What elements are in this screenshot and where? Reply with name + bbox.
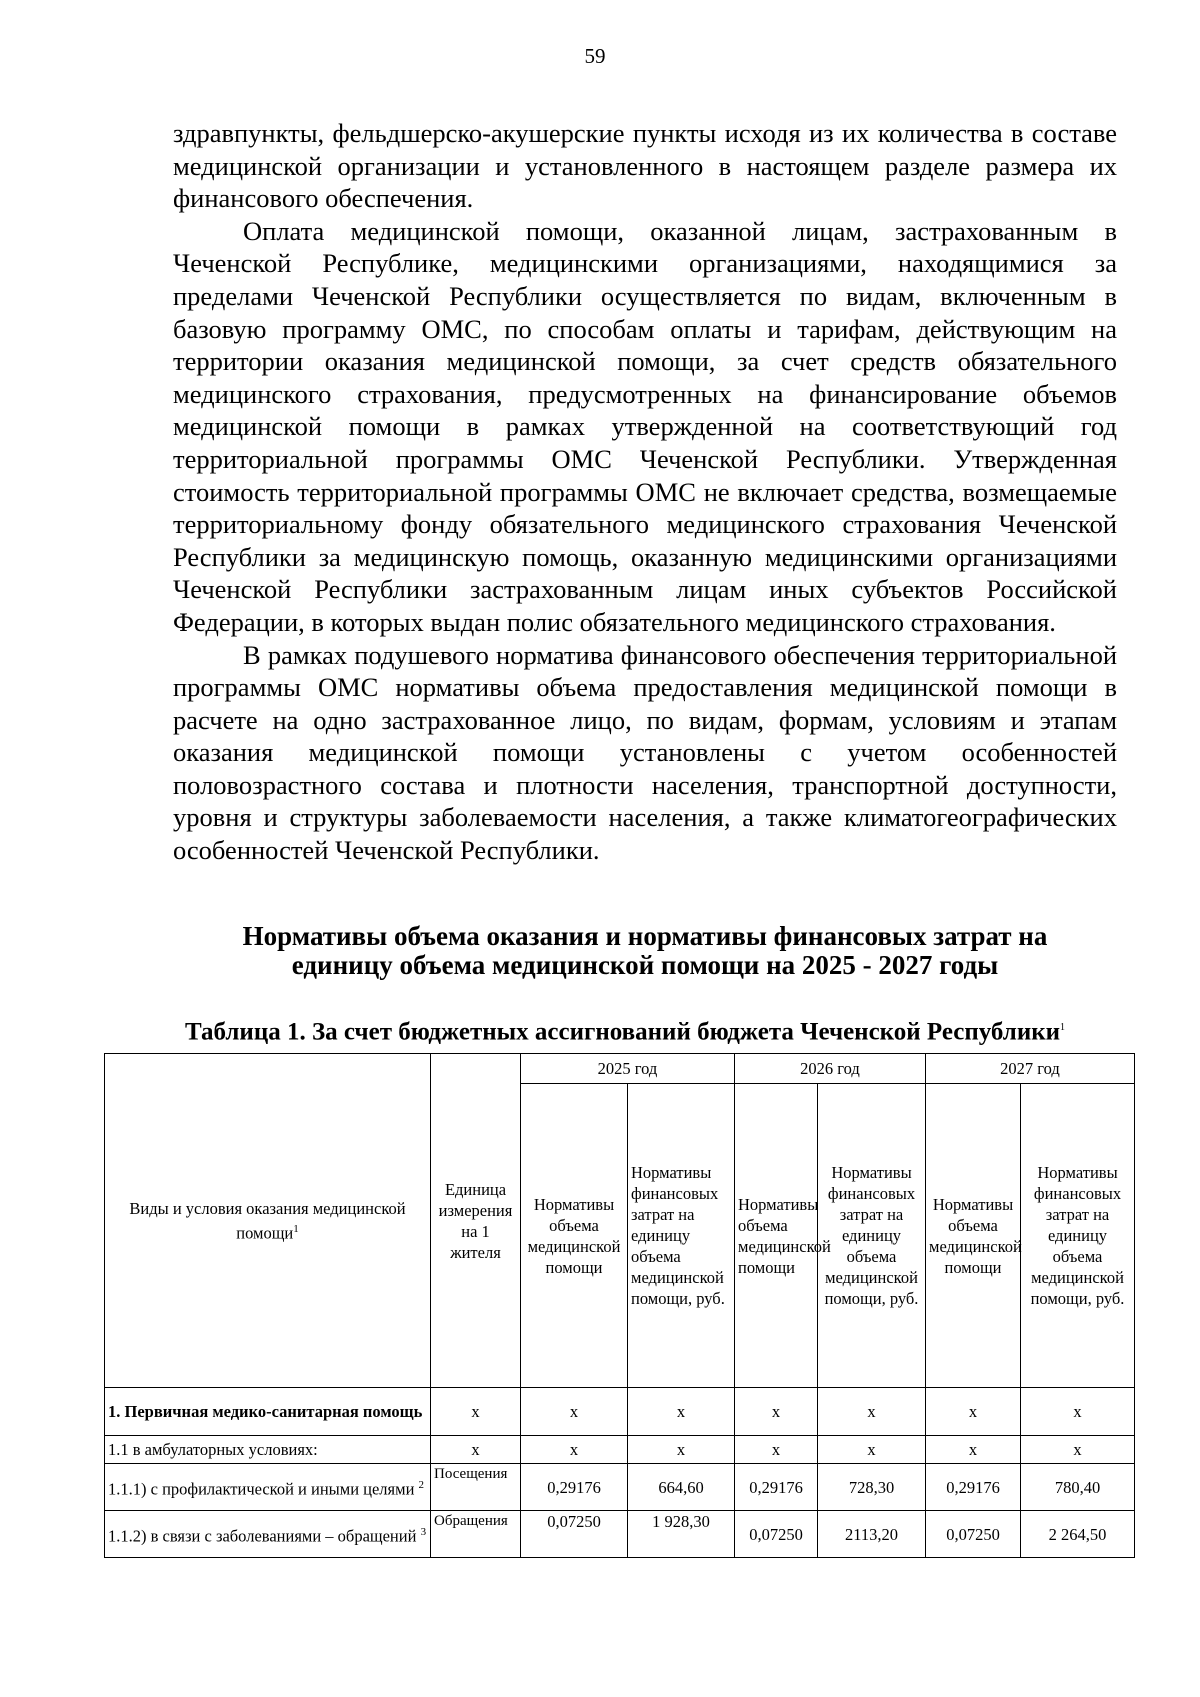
header-year-2026: 2026 год (735, 1054, 926, 1084)
row-unit: Посещения (431, 1464, 521, 1511)
section-heading-line: единицу объема медицинской помощи на 2025 - 2027 годы (291, 950, 999, 980)
cell-cost-2026: 2113,20 (818, 1511, 926, 1558)
cell-volume-2025: 0,07250 (521, 1511, 628, 1558)
row-label: 1. Первичная медико-санитарная помощь (105, 1388, 431, 1436)
table-row (105, 1511, 1135, 1558)
cell-cost-2026: х (818, 1388, 926, 1436)
header-year-2027: 2027 год (926, 1054, 1135, 1084)
cell-cost-2027: 2 264,50 (1021, 1511, 1135, 1558)
cell-volume-2025: 0,29176 (521, 1464, 628, 1511)
row-unit: х (431, 1388, 521, 1436)
row-label: 1.1 в амбулаторных условиях: (105, 1436, 431, 1464)
footnote-mark: 1 (293, 1222, 299, 1235)
cell-cost-2025: 664,60 (628, 1464, 735, 1511)
cell-volume-2025: х (521, 1436, 628, 1464)
row-unit: х (431, 1436, 521, 1464)
header-cost-2026: Нормативы финансовых затрат на единицу объема медицинской помощи, руб. (818, 1084, 926, 1388)
row-label: 1.1.2) в связи с заболеваниями – обращений $^3$ (105, 1511, 431, 1558)
cell-volume-2027: х (926, 1436, 1021, 1464)
table-row (105, 1436, 1135, 1464)
header-unit: Единица измерения на 1 жителя (431, 1054, 521, 1388)
paragraph: Оплата медицинской помощи, оказанной лицам, застрахованным в Чеченской Республике, медицинскими организациями, находящимися за пределами Чеченской Республики осуществляется по видам, включенным в базовую программу ОМС, по способам оплаты и тарифам, действующим на территории оказания медицинской помощи, за счет средств обязательного медицинского страхования, предусмотренных на финансирование объемов медицинской помощи в рамках утвержденной на соответствующий год территориальной программы ОМС Чеченской Республики. Утвержденная стоимость территориальной программы ОМС не включает средства, возмещаемые территориальному фонду обязательного медицинского страхования Чеченской Республики за медицинскую помощь, оказанную медицинскими организациями Чеченской Республики застрахованным лицам иных субъектов Российской Федерации, в которых выдан полис обязательного медицинского страхования. (173, 215, 1117, 637)
header-volume-2027: Нормативы объема медицинской помощи (926, 1084, 1021, 1388)
header-year-2025: 2025 год (521, 1054, 735, 1084)
paragraph: В рамках подушевого норматива финансового обеспечения территориальной программы ОМС нормативы объема предоставления медицинской помощи в расчете на одно застрахованное лицо, по видам, формам, условиям и этапам оказания медицинской помощи установлены с учетом особенностей половозрастного состава и плотности населения, транспортной доступности, уровня и структуры заболеваемости населения, а также климатогеографических особенностей Чеченской Республики. (173, 639, 1117, 866)
cell-cost-2026: 728,30 (818, 1464, 926, 1511)
cell-cost-2025: х (628, 1388, 735, 1436)
cell-cost-2027: х (1021, 1388, 1135, 1436)
cell-volume-2027: 0,29176 (926, 1464, 1021, 1511)
header-volume-2026: Нормативы объема медицинской помощи (735, 1084, 818, 1388)
cell-cost-2026: х (818, 1436, 926, 1464)
header-volume-2025: Нормативы объема медицинской помощи (521, 1084, 628, 1388)
cell-cost-2027: х (1021, 1436, 1135, 1464)
row-label: 1.1.1) с профилактической и иными целями $^2$ (105, 1464, 431, 1511)
table-row (105, 1464, 1135, 1511)
page-number: 59 (584, 44, 606, 68)
cell-volume-2026: х (735, 1388, 818, 1436)
header-cost-2027: Нормативы финансовых затрат на единицу объема медицинской помощи, руб. (1021, 1084, 1135, 1388)
header-cost-2025: Нормативы финансовых затрат на единицу объема медицинской помощи, руб. (628, 1084, 735, 1388)
row-unit: Обращения (431, 1511, 521, 1558)
cell-cost-2027: 780,40 (1021, 1464, 1135, 1511)
norms-table (104, 1053, 1135, 1558)
table-row (105, 1388, 1135, 1436)
cell-cost-2025: 1 928,30 (628, 1511, 735, 1558)
cell-volume-2026: 0,07250 (735, 1511, 818, 1558)
body-text (173, 117, 1117, 867)
paragraph: здравпункты, фельдшерско-акушерские пункты исходя из их количества в составе медицинской организации и установленного в настоящем разделе размера их финансового обеспечения. (173, 118, 1117, 214)
footnote-mark: 2 (418, 1478, 425, 1491)
footnote-mark: 3 (420, 1525, 427, 1538)
cell-volume-2025: х (521, 1388, 628, 1436)
table-caption (100, 1013, 1150, 1047)
cell-volume-2027: х (926, 1388, 1021, 1436)
table-caption-text: Таблица 1. За счет бюджетных ассигнований бюджета Чеченской Республики (184, 1018, 1061, 1046)
section-heading (173, 922, 1117, 980)
cell-volume-2026: 0,29176 (735, 1464, 818, 1511)
cell-volume-2027: 0,07250 (926, 1511, 1021, 1558)
section-heading-line: Нормативы объема оказания и нормативы финансовых затрат на (242, 921, 1048, 951)
header-types: Виды и условия оказания медицинской помощи$^1$ (105, 1054, 431, 1388)
cell-cost-2025: х (628, 1436, 735, 1464)
footnote-mark: 1 (1060, 1022, 1066, 1033)
cell-volume-2026: х (735, 1436, 818, 1464)
table-header-row (105, 1054, 1135, 1084)
